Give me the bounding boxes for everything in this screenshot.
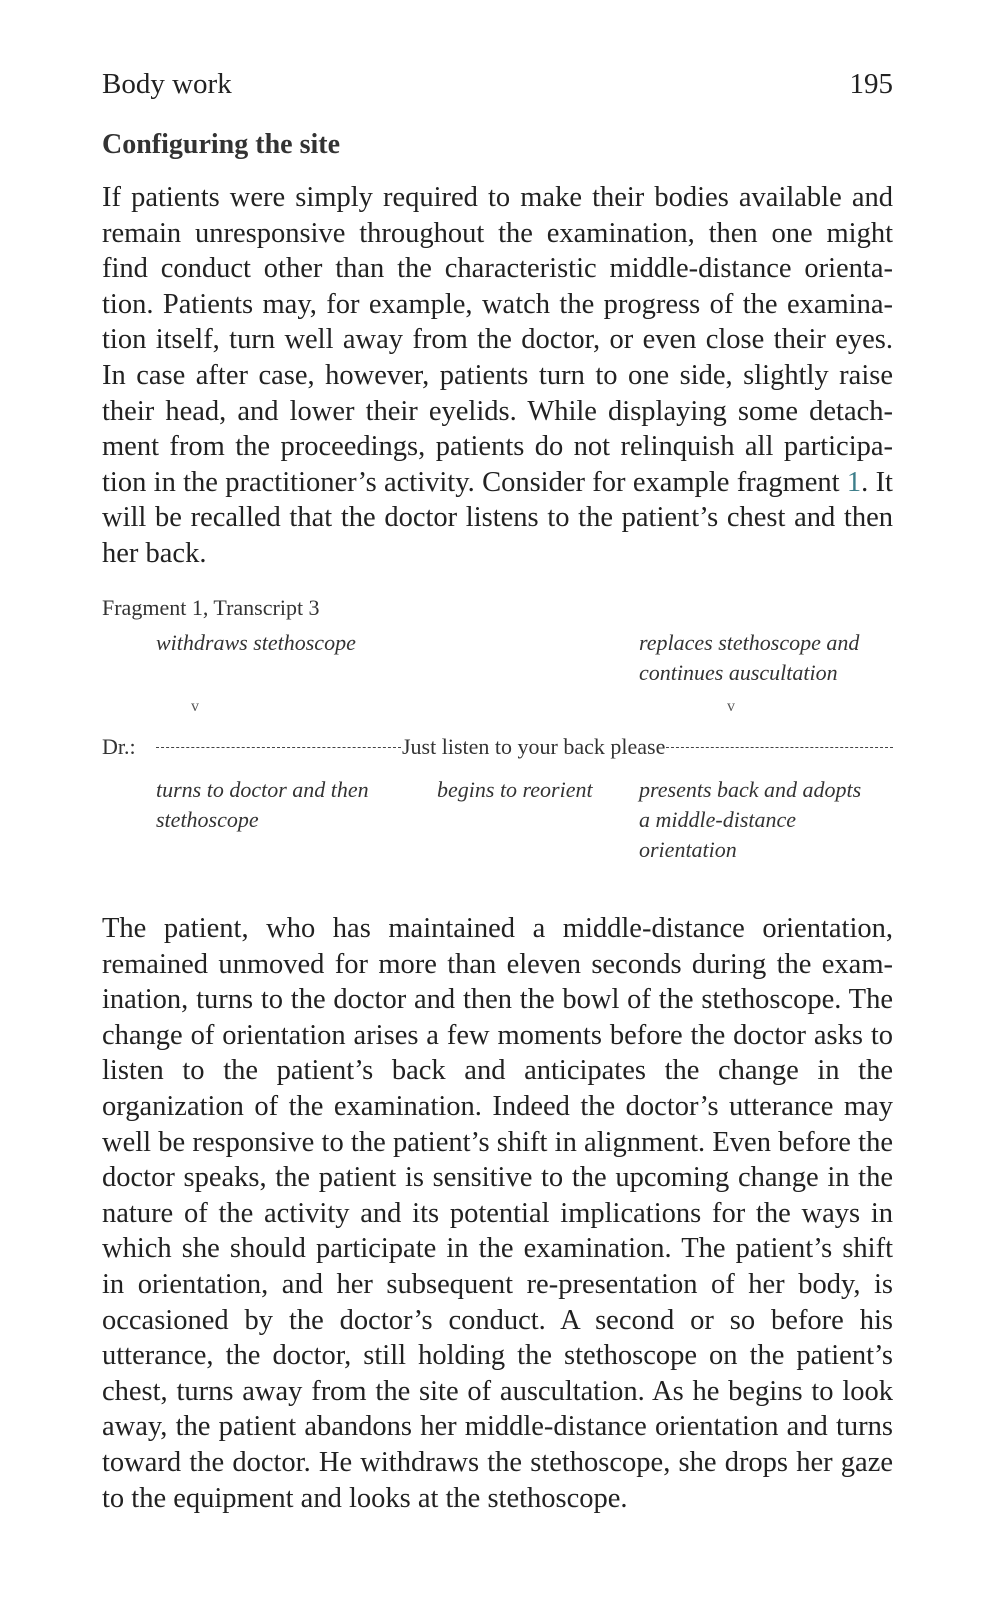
book-page (102, 0, 893, 1600)
doctor-utterance: Just listen to your back please (402, 734, 666, 759)
running-head (102, 64, 893, 104)
doctor-action-replaces-line2: continues auscultation (639, 660, 838, 685)
silence-line-left (156, 747, 401, 748)
patient-action-reorient: begins to reorient (437, 777, 593, 802)
patient-action-presents-line1: presents back and adopts (639, 777, 862, 802)
action-marker-right: v (727, 698, 735, 715)
patient-action-presents-line2: a middle-distance (639, 807, 797, 832)
doctor-action-withdraws: withdraws stethoscope (156, 630, 356, 655)
patient-action-turns-line1: turns to doctor and then (156, 777, 369, 802)
paragraph-2: The patient, who has maintained a middle-distance orientation, remained unmoved for more than eleven seconds during the exam-ination, turns to the doctor and then the bowl of the stethoscope. The change of orientation arises a few moments before the doctor asks to listen to the patient’s back and anticipates the change in the organization of the examination. Indeed the doctor’s utterance may well be responsive to the patient’s shift in alignment. Even before the doctor speaks, the patient is sensitive to the upcoming change in the nature of the activity and its potential implications for the ways in which she should participate in the examination. The patient’s shift in orientation, and her subsequent re-presentation of her body, is occasioned by the doctor’s conduct. A second or so before his utterance, the doctor, still holding the stethoscope on the patient’s chest, turns away from the site of auscultation. As he begins to look away, the patient abandons her middle-distance orientation and turns toward the doctor. He withdraws the stethoscope, she drops her gaze to the equipment and looks at the stethoscope. (102, 913, 893, 1514)
action-marker-left: v (191, 698, 199, 715)
fragment-reference-link[interactable]: 1 (846, 466, 862, 498)
fragment-caption: Fragment 1, Transcript 3 (102, 595, 320, 620)
speaker-label: Dr.: (102, 734, 136, 759)
doctor-action-replaces-line1: replaces stethoscope and (639, 630, 860, 655)
paragraph-1-text-a: If patients were simply required to make their bodies available and remain unresponsive throughout the examination, then one might find conduct other than the characteristic middle-distance orienta-tion. Patients may, for example, watch the progress of the examina-tion itself, turn well away from the doctor, or even close their eyes. In case after case, however, patients turn to one side, slightly raise their head, and lower their eyelids. While displaying some detach-ment from the proceedings, patients do not relinquish all participa-tion in the practitioner’s activity. Consider for example fragment (102, 182, 893, 498)
silence-line-right (666, 747, 893, 748)
transcript-talk-line (156, 732, 893, 762)
paragraph-1-text-b: . It will be recalled that the doctor listens to the patient’s chest and then her back. (102, 466, 893, 569)
patient-action-presents-line3: orientation (639, 837, 737, 862)
page-number: 195 (849, 68, 893, 100)
patient-action-turns-line2: stethoscope (156, 807, 259, 832)
paragraph-1 (102, 180, 893, 572)
running-head-title: Body work (102, 68, 232, 100)
section-heading: Configuring the site (102, 129, 340, 160)
